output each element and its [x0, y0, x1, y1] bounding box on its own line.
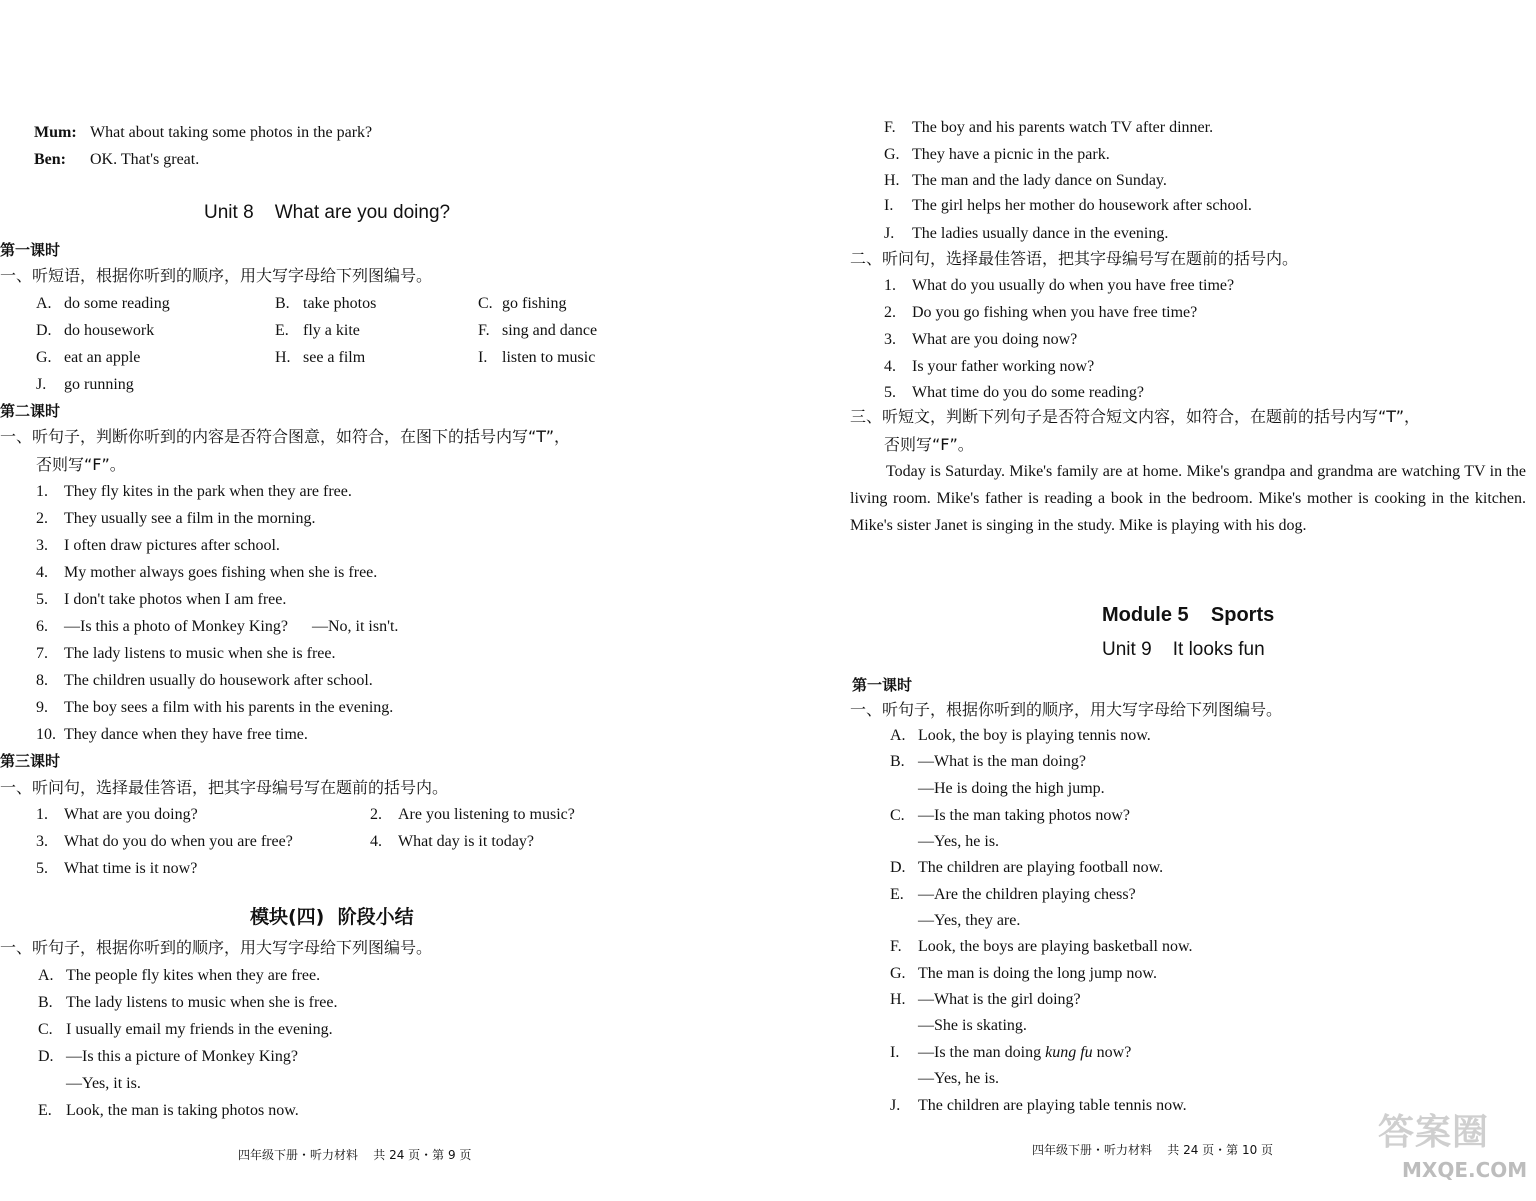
list-item: G. eat an apple	[36, 349, 141, 366]
instruction: 否则写“F”。	[36, 455, 126, 474]
list-item: 10. They dance when they have free time.	[36, 726, 308, 743]
page-footer: 四年级下册・听力材料 共 24 页・第 10 页	[1032, 1143, 1274, 1157]
list-item: 3. What do you do when you are free?	[36, 833, 293, 850]
list-item: H. The man and the lady dance on Sunday.	[884, 172, 1167, 189]
list-item: J. The children are playing table tennis now.	[890, 1097, 1187, 1114]
list-item: 3. What are you doing now?	[884, 331, 1078, 348]
list-item: 1. They fly kites in the park when they are free.	[36, 483, 352, 500]
list-item: 2. Are you listening to music?	[370, 806, 575, 823]
watermark-url: MXQE.COM	[1402, 1158, 1528, 1182]
list-item: D. —Is this a picture of Monkey King?	[38, 1048, 298, 1065]
list-item: 2. Do you go fishing when you have free time?	[884, 304, 1198, 321]
instruction: 一、听短语，根据你听到的顺序，用大写字母给下列图编号。	[0, 266, 433, 285]
list-item: 4. My mother always goes fishing when she is free.	[36, 564, 378, 581]
list-item: B. —What is the man doing?	[890, 753, 1086, 770]
list-item: I. —Is the man doing kung fu now?	[890, 1044, 1132, 1061]
instruction: 一、听句子，判断你听到的内容是否符合图意，如符合，在图下的括号内写“T”，	[0, 427, 571, 446]
lesson-heading: 第二课时	[0, 402, 61, 420]
dialogue-line: Mum: What about taking some photos in the park?	[34, 124, 373, 141]
list-item: D. The children are playing football now.	[890, 859, 1164, 876]
list-item: A. The people fly kites when they are free.	[38, 967, 321, 984]
dialogue-line: Ben: OK. That's great.	[34, 151, 200, 168]
watermark-logo: 答案圈	[1378, 1112, 1490, 1153]
lesson-heading: 第一课时	[852, 676, 913, 694]
list-item: D. do housework	[36, 322, 155, 339]
list-item: I. The girl helps her mother do housework after school.	[884, 197, 1252, 214]
module-title: Module 5 Sports	[1102, 604, 1275, 626]
list-item: 6. —Is this a photo of Monkey King? —No, it isn't.	[36, 618, 399, 635]
list-item: —She is skating.	[918, 1017, 1027, 1034]
list-item: 4. What day is it today?	[370, 833, 534, 850]
list-item: —He is doing the high jump.	[918, 780, 1105, 797]
unit-title: Unit 8 What are you doing?	[204, 202, 451, 223]
list-item: F. The boy and his parents watch TV after dinner.	[884, 119, 1214, 136]
lesson-heading: 第一课时	[0, 241, 61, 259]
instruction: 二、听问句，选择最佳答语，把其字母编号写在题前的括号内。	[850, 249, 1299, 268]
list-item: C. —Is the man taking photos now?	[890, 807, 1130, 824]
list-item: E. Look, the man is taking photos now.	[38, 1102, 299, 1119]
list-item: 8. The children usually do housework after school.	[36, 672, 373, 689]
list-item: 3. I often draw pictures after school.	[36, 537, 280, 554]
lesson-heading: 第三课时	[0, 752, 61, 770]
module-summary-title: 模块(四) 阶段小结	[250, 906, 414, 928]
list-item: F. Look, the boys are playing basketball now.	[890, 938, 1193, 955]
list-item: J. The ladies usually dance in the evening.	[884, 225, 1169, 242]
list-item: H. see a film	[275, 349, 366, 366]
list-item: 1. What do you usually do when you have free time?	[884, 277, 1235, 294]
list-item: 7. The lady listens to music when she is free.	[36, 645, 336, 662]
list-item: 5. I don't take photos when I am free.	[36, 591, 287, 608]
list-item: G. The man is doing the long jump now.	[890, 965, 1157, 982]
instruction: 否则写“F”。	[884, 435, 974, 454]
list-item: F. sing and dance	[478, 322, 598, 339]
list-item: 4. Is your father working now?	[884, 358, 1095, 375]
unit-title: Unit 9 It looks fun	[1102, 639, 1265, 660]
list-item: A. do some reading	[36, 295, 170, 312]
list-item: H. —What is the girl doing?	[890, 991, 1081, 1008]
list-item: C. I usually email my friends in the evening.	[38, 1021, 333, 1038]
list-item: C. go fishing	[478, 295, 567, 312]
page-footer: 四年级下册・听力材料 共 24 页・第 9 页	[238, 1148, 472, 1162]
right-page	[760, 0, 1536, 1201]
list-item: 5. What time do you do some reading?	[884, 384, 1144, 401]
list-item: A. Look, the boy is playing tennis now.	[890, 727, 1151, 744]
list-item: 5. What time is it now?	[36, 860, 198, 877]
instruction: 三、听短文，判断下列句子是否符合短文内容，如符合，在题前的括号内写“T”，	[850, 407, 1421, 426]
list-item: E. fly a kite	[275, 322, 360, 339]
list-item: B. take photos	[275, 295, 377, 312]
listening-passage: Today is Saturday. Mike's family are at home. Mike's grandpa and grandma are watching TV in the living room. Mike's father is reading a book in the bedroom. Mike's mother is cooking in the kitchen. Mike's sister Janet is singing in the study. Mike is playing with his dog.	[850, 463, 1526, 534]
left-page	[0, 0, 760, 1201]
list-item: I. listen to music	[478, 349, 596, 366]
list-item: —Yes, it is.	[66, 1075, 141, 1092]
list-item: —Yes, they are.	[918, 912, 1021, 929]
list-item: 2. They usually see a film in the morning.	[36, 510, 316, 527]
list-item: B. The lady listens to music when she is free.	[38, 994, 338, 1011]
instruction: 一、听句子，根据你听到的顺序，用大写字母给下列图编号。	[850, 700, 1283, 719]
list-item: —Yes, he is.	[918, 833, 1000, 850]
list-item: G. They have a picnic in the park.	[884, 146, 1110, 163]
list-item: J. go running	[36, 376, 134, 393]
instruction: 一、听问句，选择最佳答语，把其字母编号写在题前的括号内。	[0, 778, 449, 797]
list-item: 9. The boy sees a film with his parents in the evening.	[36, 699, 394, 716]
list-item: E. —Are the children playing chess?	[890, 886, 1136, 903]
instruction: 一、听句子，根据你听到的顺序，用大写字母给下列图编号。	[0, 938, 433, 957]
list-item: 1. What are you doing?	[36, 806, 198, 823]
list-item: —Yes, he is.	[918, 1070, 1000, 1087]
